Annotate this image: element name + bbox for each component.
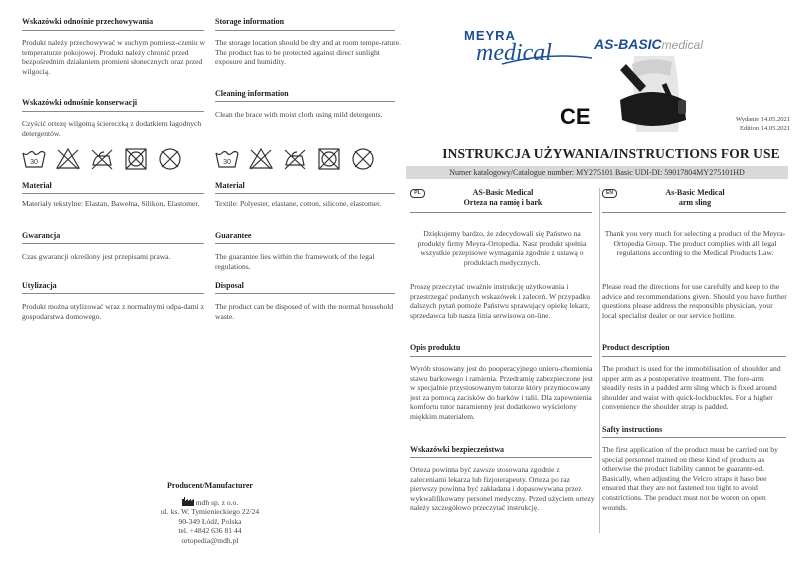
pl-column [410, 188, 596, 208]
as-basic-logo-main: AS-BASIC [594, 36, 662, 52]
no-bleach-icon [249, 147, 273, 171]
divider [22, 30, 204, 31]
storage-text-pl: Produkt należy przechowywać w suchym pomiesz-czeniu w temperaturze pokojowej. Produkt należy chronić przed bezpośrednim działaniem promieni słonecznych oraz przed wilgocią. [22, 38, 206, 76]
no-tumble-dry-icon [124, 147, 148, 171]
warranty-text-pl: Czas gwarancji określony jest przepisami prawa. [22, 252, 171, 261]
divider [22, 243, 204, 244]
thanks-en-wrap [602, 229, 788, 258]
product-desc-pl: Orteza na ramię i bark [463, 197, 543, 207]
safety-text-pl-wrap [410, 465, 596, 513]
desc-text-pl-wrap [410, 364, 596, 422]
thanks-text-en: Thank you very much for selecting a product of the Meyra-Ortopedia Group. The product complies with all legal regulations according to the Medical Products Law. [604, 229, 786, 258]
warranty-text-en-wrap [215, 252, 401, 271]
no-dry-clean-icon [351, 147, 375, 171]
warranty-heading-en-wrap [215, 231, 401, 241]
lang-tag-pl: PL [410, 189, 425, 198]
desc-text-pl: Wyrób stosowany jest do pooperacyjnego unieru-chomienia stawu barkowego i ramienia. Przedramię zabezpieczone jest w specjalnie przystosowanym tutorze który przymocowany jest za pomocą zacisków do barków i talii. Dla zapewnienia komfortu tutor naramienny jest dodatkowo wyścielony miękkim materiałem. [410, 364, 593, 421]
storage-text-pl-wrap [22, 38, 208, 76]
catalogue-bar: Numer katalogowy/Catalogue number: MY275101 Basic UDI-DI: 59017804MY275101HD [406, 166, 788, 179]
warranty-heading-en: Guarantee [215, 231, 252, 240]
cleaning-heading-en: Cleaning information [215, 89, 289, 98]
warranty-text-pl-wrap [22, 252, 208, 262]
cleaning-text-en: Clean the brace with moist cloth using mild detergents. [215, 110, 383, 119]
disposal-heading-en-wrap [215, 281, 401, 291]
desc-text-en-wrap [602, 364, 788, 412]
disposal-text-en-wrap [215, 302, 401, 321]
storage-heading-en-wrap [215, 17, 401, 27]
divider [602, 212, 786, 213]
divider [215, 101, 395, 102]
storage-text-en-wrap [215, 38, 401, 67]
manufacturer-heading: Producent/Manufacturer [167, 481, 253, 490]
product-name-pl: AS-Basic Medical [472, 188, 534, 197]
storage-heading-en: Storage information [215, 17, 285, 26]
cleaning-heading-en-wrap [215, 89, 401, 99]
svg-text:30: 30 [223, 159, 231, 166]
meyra-logo-bottom: medical [476, 40, 552, 66]
divider [215, 293, 395, 294]
manufacturer-phone: tel. +4842 636 81 44 [178, 526, 242, 536]
intro-text-pl: Proszę przeczytać uważnie instrukcję użytkowania i przestrzegać podanych wskazówek i zaleceń. W przypadku dalszych pytań pomoże Państwu sprawujący opiekę lekarz, sprzedawca lub nasza linia serwisowa on-line. [410, 282, 590, 320]
lang-tag-en: EN [602, 189, 617, 198]
intro-en-wrap [602, 282, 788, 320]
product-desc-en: arm sling [678, 197, 712, 207]
cleaning-heading-pl-wrap [22, 98, 208, 108]
safety-heading-en-wrap [602, 425, 788, 435]
divider [410, 356, 592, 357]
divider [215, 243, 395, 244]
cleaning-text-pl-wrap [22, 119, 208, 138]
desc-text-en: The product is used for the immobilisation of shoulder and upper arm as a postoperative treatment. The fore-arm steadily rests in a padded arm sling which is fixed around shoulder and waist with quick-lockbuckles. For a higher convenience the shoulder strap is padded. [602, 364, 781, 412]
storage-text-en: The storage location should be dry and at room tempe-rature. The product has to be protected against direct sunlight exposure and humidity. [215, 38, 401, 67]
thanks-text-pl: Dziękujemy bardzo, że zdecydowali się Państwo na produkty firmy Meyra-Ortopedia. Nasz produkt spełnia wszystkie przepisowe wymagania zgodnie z ustawą o produktach medycznych. [417, 229, 587, 267]
edition-block [690, 115, 790, 133]
manufacturer-email[interactable]: ortopedia@mdh.pl [181, 535, 239, 545]
material-heading-en-wrap [215, 181, 401, 191]
no-bleach-icon [56, 147, 80, 171]
material-text-en: Textile: Polyester, elastane, cotton, silicone, elastomer. [215, 199, 382, 208]
material-text-pl-wrap [22, 199, 208, 209]
safety-heading-pl-wrap [410, 445, 596, 455]
material-text-pl: Materiały tekstylne: Elastan, Bawełna, Silikon, Elastomer. [22, 199, 200, 208]
thanks-pl-wrap [410, 229, 594, 267]
divider [602, 356, 786, 357]
material-text-en-wrap [215, 199, 401, 209]
en-column [602, 188, 788, 208]
warranty-heading-pl: Gwarancja [22, 231, 61, 240]
material-heading-pl-wrap [22, 181, 208, 191]
manufacturer-block [130, 481, 290, 546]
logo-swoosh-icon [502, 54, 592, 66]
safety-text2-en: Basically, when adjusting the Velcro straps it haso bee ensured that they are not fastened too tight to avoid constrictions. The product must not be woren on open wounds. [602, 473, 767, 512]
disposal-heading-pl: Utylizacja [22, 281, 57, 290]
intro-text-en: Please read the directions for use carefully and keep to the advice and recommendations given. Should you have further questions please address the responsible physician, your local specialist dealer or our service hotline. [602, 282, 787, 320]
material-heading-en: Material [215, 181, 245, 190]
manufacturer-line1-wrap [130, 497, 290, 508]
disposal-text-pl: Produkt można utylizować wraz z normalnymi odpa-dami z gospodarstwa domowego. [22, 302, 204, 321]
manufacturer-street: ul. ks. W. Tymienieckiego 22/24 [160, 507, 260, 517]
safety-text-pl: Orteza powinna być zawsze stosowana zgodnie z zaleceniami lekarza lub fizjoterapeuty. Orteza po raz pierwszy powinna być zakładana i dopasowywana przez wykwalifikowany personel medyczny. Przed użyciem ortezy należy szczegółowo przeczytać instrukcję. [410, 465, 595, 513]
material-heading-pl: Materiał [22, 181, 52, 190]
desc-heading-en: Product description [602, 343, 670, 352]
wash-30-icon [215, 147, 239, 171]
divider [22, 111, 204, 112]
desc-heading-en-wrap [602, 343, 788, 353]
svg-text:30: 30 [30, 159, 38, 166]
factory-icon [182, 497, 194, 506]
no-iron-icon [90, 147, 114, 171]
warranty-heading-pl-wrap [22, 231, 208, 241]
issue-date-en: Edition 14.05.2021 [739, 125, 790, 132]
manufacturer-city: 90-349 Łódź, Polska [178, 516, 242, 526]
care-symbols-pl [22, 147, 182, 171]
disposal-heading-en: Disposal [215, 281, 244, 290]
as-basic-logo-suffix: medical [661, 38, 704, 52]
meyra-logo [462, 28, 582, 68]
divider [22, 293, 204, 294]
divider [410, 457, 592, 458]
as-basic-logo [594, 36, 703, 54]
intro-pl-wrap [410, 282, 596, 320]
safety-heading-en: Safty instructions [602, 425, 663, 434]
issue-date-pl: Wydanie 14.05.2021 [736, 116, 790, 123]
divider [22, 193, 204, 194]
column-separator [599, 188, 600, 533]
cleaning-heading-pl: Wskazówki odnośnie konserwacji [22, 98, 138, 107]
divider [215, 193, 395, 194]
care-symbols-en [215, 147, 375, 171]
divider [602, 437, 786, 438]
no-dry-clean-icon [158, 147, 182, 171]
meyra-logo-top: MEYRA [464, 28, 516, 43]
divider [215, 30, 395, 31]
wash-30-icon [22, 147, 46, 171]
divider [410, 212, 592, 213]
manufacturer-company: mdh sp. z o.o. [195, 497, 239, 507]
disposal-text-en: The product can be disposed of with the normal household waste. [215, 302, 394, 321]
product-photo-arm-sling [612, 56, 698, 132]
storage-heading-pl: Wskazówki odnośnie przechowywania [22, 17, 154, 26]
warranty-text-en: The guarantee lies within the framework of the legal regulations. [215, 252, 375, 271]
safety-text-en: The first application of the product must be carried out by special personnel trained on these kind of products as otherwise the product liability cannot be guarante-ed. [602, 445, 778, 474]
disposal-text-pl-wrap [22, 302, 208, 321]
disposal-heading-pl-wrap [22, 281, 208, 291]
cleaning-text-pl: Czyścić ortezę wilgotną ściereczką z dodatkiem łagodnych detergentów. [22, 119, 202, 138]
page-title: INSTRUKCJA UŻYWANIA/INSTRUCTIONS FOR USE [442, 146, 780, 161]
cleaning-text-en-wrap [215, 110, 401, 120]
ce-mark: CE [560, 104, 591, 129]
safety-heading-pl: Wskazówki bezpieczeństwa [410, 445, 504, 454]
desc-heading-pl: Opis produktu [410, 343, 461, 352]
storage-section-pl [22, 17, 208, 27]
desc-heading-pl-wrap [410, 343, 596, 353]
no-iron-icon [283, 147, 307, 171]
safety-text-en-wrap [602, 445, 788, 512]
no-tumble-dry-icon [317, 147, 341, 171]
product-name-en: As-Basic Medical [665, 188, 725, 197]
